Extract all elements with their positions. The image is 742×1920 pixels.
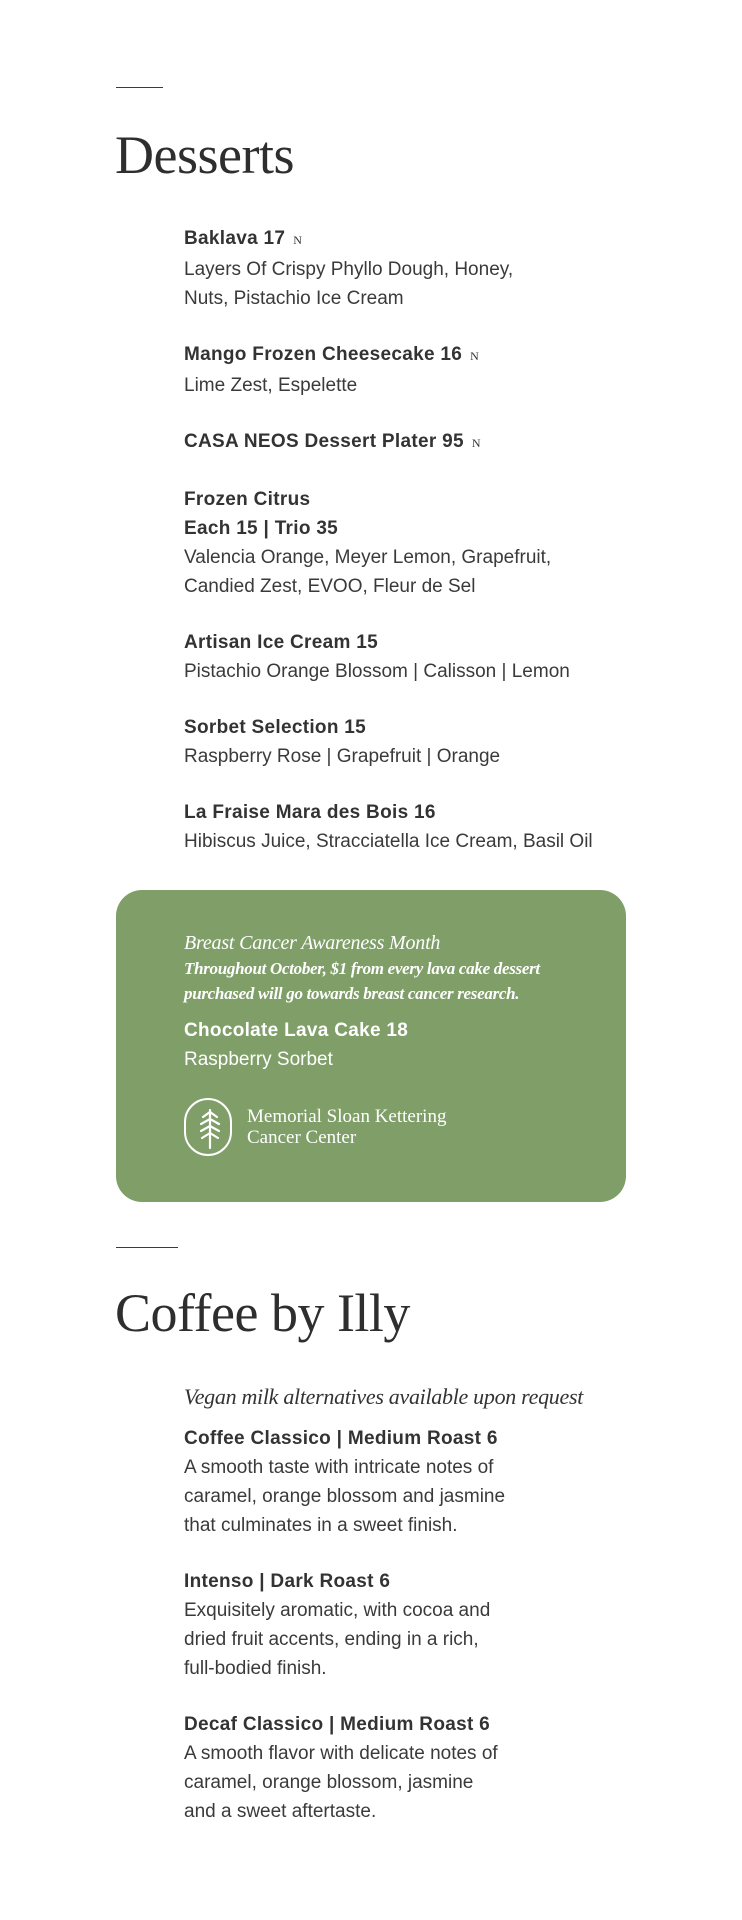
item-name: Coffee Classico | Medium Roast 6 — [184, 1428, 498, 1449]
coffee-item-decaf — [184, 1710, 624, 1826]
item-name: Decaf Classico | Medium Roast 6 — [184, 1714, 491, 1735]
logo-line: Memorial Sloan Kettering — [247, 1106, 447, 1127]
item-description: and a sweet aftertaste. — [184, 1801, 377, 1822]
dessert-item-mango-cheesecake — [184, 340, 624, 400]
promo-item-name: Chocolate Lava Cake 18 — [184, 1020, 409, 1041]
promo-item-description: Raspberry Sorbet — [184, 1049, 333, 1070]
coffee-note: Vegan milk alternatives available upon request — [184, 1384, 584, 1409]
dessert-item-la-fraise — [184, 798, 624, 856]
nut-marker: N — [471, 436, 481, 450]
item-description: caramel, orange blossom and jasmine — [184, 1486, 506, 1507]
nut-marker: N — [293, 233, 302, 247]
item-description: A smooth flavor with delicate notes of — [184, 1743, 498, 1764]
item-description: Layers Of Crispy Phyllo Dough, Honey, — [184, 259, 514, 280]
item-name: CASA NEOS Dessert Plater 95 — [184, 431, 464, 452]
item-price-options: Each 15 | Trio 35 — [184, 518, 339, 539]
item-description: Hibiscus Juice, Stracciatella Ice Cream, Basil Oil — [184, 831, 593, 852]
promo-heading: Breast Cancer Awareness Month — [184, 932, 441, 954]
desserts-divider — [116, 87, 163, 88]
dessert-item-frozen-citrus — [184, 485, 624, 601]
coffee-item-intenso — [184, 1567, 624, 1683]
coffee-item-classico — [184, 1424, 624, 1540]
item-name: Intenso | Dark Roast 6 — [184, 1571, 391, 1592]
item-description: Raspberry Rose | Grapefruit | Orange — [184, 746, 501, 767]
item-description: Candied Zest, EVOO, Fleur de Sel — [184, 576, 476, 597]
nut-marker: N — [470, 349, 479, 363]
item-description: that culminates in a sweet finish. — [184, 1515, 458, 1536]
logo-line: Cancer Center — [247, 1127, 357, 1148]
promo-text: Throughout October, $1 from every lava cake dessert — [184, 959, 540, 978]
desserts-list — [184, 224, 624, 856]
item-description: caramel, orange blossom, jasmine — [184, 1772, 474, 1793]
item-description: Nuts, Pistachio Ice Cream — [184, 288, 404, 309]
item-name: Baklava 17 — [184, 228, 286, 249]
item-name: Artisan Ice Cream 15 — [184, 632, 378, 653]
item-name: Sorbet Selection 15 — [184, 717, 367, 738]
item-name: Frozen Citrus — [184, 489, 311, 510]
item-description: Valencia Orange, Meyer Lemon, Grapefruit, — [184, 547, 552, 568]
item-description: Exquisitely aromatic, with cocoa and — [184, 1600, 491, 1621]
promo-content — [184, 930, 604, 1074]
msk-logo — [184, 1098, 504, 1160]
tree-icon — [184, 1098, 232, 1156]
coffee-title: Coffee by Illy — [115, 1283, 410, 1343]
dessert-item-sorbet-selection — [184, 713, 624, 771]
item-description: Pistachio Orange Blossom | Calisson | Lemon — [184, 661, 570, 682]
item-name: Mango Frozen Cheesecake 16 — [184, 344, 463, 365]
item-description: A smooth taste with intricate notes of — [184, 1457, 494, 1478]
dessert-item-dessert-plater — [184, 427, 624, 458]
promo-text: purchased will go towards breast cancer research. — [184, 984, 520, 1003]
item-description: Lime Zest, Espelette — [184, 375, 358, 396]
item-description: full-bodied finish. — [184, 1658, 327, 1679]
coffee-list — [184, 1382, 624, 1826]
item-name: La Fraise Mara des Bois 16 — [184, 802, 436, 823]
item-description: dried fruit accents, ending in a rich, — [184, 1629, 479, 1650]
dessert-item-artisan-ice-cream — [184, 628, 624, 686]
desserts-title: Desserts — [115, 125, 294, 185]
dessert-item-baklava — [184, 224, 624, 313]
promo-card — [116, 890, 626, 1202]
logo-text — [247, 1106, 446, 1148]
coffee-divider — [116, 1247, 178, 1248]
